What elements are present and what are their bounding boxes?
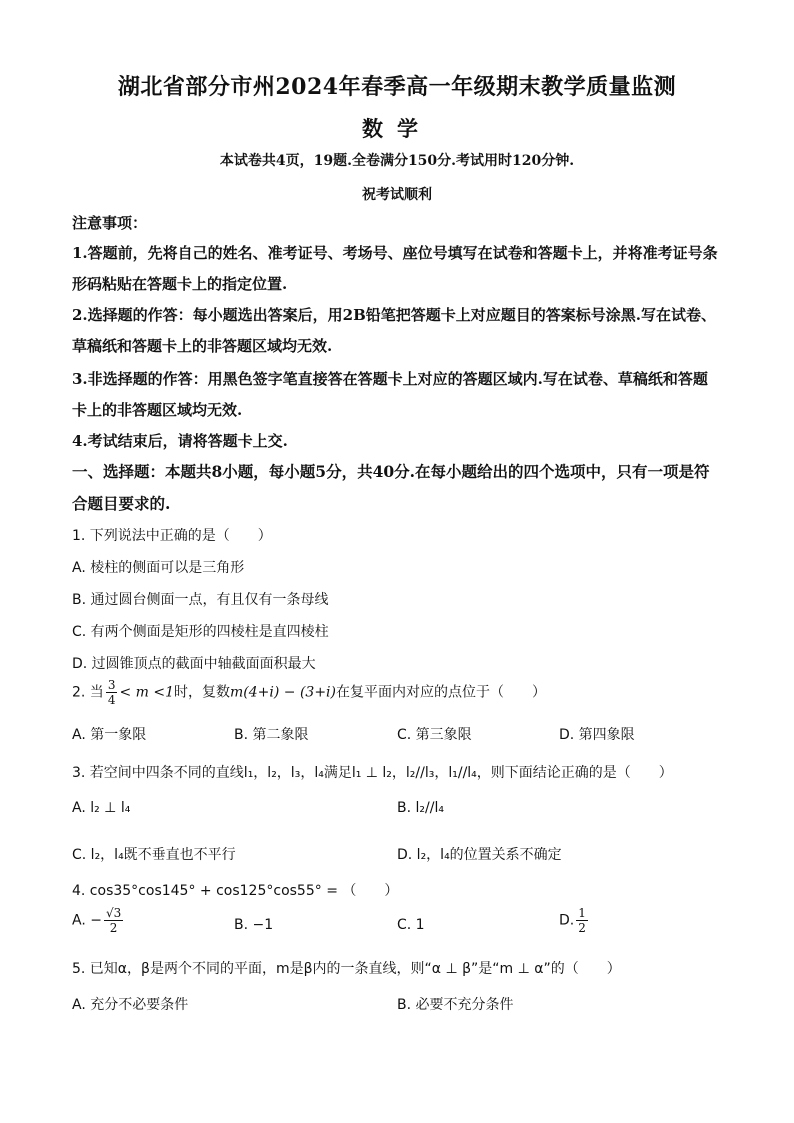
- question-3-option-b: B. l₂//l₄: [397, 800, 444, 816]
- question-1-stem: 1. 下列说法中正确的是（ ）: [72, 528, 272, 544]
- note-item: 1.答题前，先将自己的姓名、准考证号、考场号、座位号填写在试卷和答题卡上，并将准考证号条形码粘贴在答题卡上的指定位置.: [72, 244, 718, 293]
- question-3-stem: 3. 若空间中四条不同的直线l₁，l₂，l₃，l₄满足l₁ ⊥ l₂，l₂//l₃，l₁//l₄，则下面结论正确的是（ ）: [72, 765, 673, 781]
- exam-info: 本试卷共4页，19题.全卷满分150分.考试用时120分钟.: [219, 153, 575, 169]
- note-item: 2.选择题的作答：每小题选出答案后，用2B铅笔把答题卡上对应题目的答案标号涂黑.写在试卷、草稿纸和答题卡上的非答题区域均无效.: [72, 306, 717, 355]
- question-3-option-c: C. l₂，l₄既不垂直也不平行: [72, 847, 236, 863]
- question-1-option-d: D. 过圆锥顶点的截面中轴截面面积最大: [72, 656, 316, 672]
- exam-title: 湖北省部分市州2024年春季高一年级期末教学质量监测: [117, 74, 677, 100]
- note-item: 3.非选择题的作答：用黑色签字笔直接答在答题卡上对应的答题区域内.写在试卷、草稿纸和答题卡上的非答题区域均无效.: [72, 370, 708, 419]
- question-2-option-b: B. 第二象限: [234, 727, 309, 743]
- question-4-option-c: C. 1: [397, 917, 425, 933]
- question-5-stem: 5. 已知α，β是两个不同的平面，m是β内的一条直线，则“α ⊥ β”是“m ⊥ α”的（ ）: [72, 961, 621, 977]
- question-1-option-a: A. 棱柱的侧面可以是三角形: [72, 560, 245, 576]
- question-1-option-b: B. 通过圆台侧面一点，有且仅有一条母线: [72, 592, 329, 608]
- question-2-expression: m(4+i) − (3+i): [230, 684, 336, 701]
- question-2-option-a: A. 第一象限: [72, 727, 147, 743]
- exam-subject: 数学: [362, 116, 432, 141]
- question-1-option-c: C. 有两个侧面是矩形的四棱柱是直四棱柱: [72, 624, 329, 640]
- question-3-option-d: D. l₂，l₄的位置关系不确定: [397, 847, 562, 863]
- question-2-option-c: C. 第三象限: [397, 727, 472, 743]
- question-4-option-d: D. $\frac{1}{2}$: [559, 906, 586, 935]
- question-3-option-a: A. l₂ ⊥ l₄: [72, 800, 131, 816]
- question-4-option-b: B. −1: [234, 917, 274, 933]
- question-2-suffix: 在复平面内对应的点位于（ ）: [335, 684, 546, 701]
- question-2-stem: [72, 678, 546, 707]
- exam-wish: 祝考试顺利: [362, 187, 432, 203]
- fraction: $\frac{√3}{2}$: [105, 906, 122, 935]
- note-item: 4.考试结束后，请将答题卡上交.: [72, 432, 288, 450]
- question-2-condition: < m <1: [119, 684, 174, 701]
- question-4-stem: 4. cos35°cos145° + cos125°cos55° = （ ）: [72, 883, 399, 899]
- question-2-prefix: 2. 当: [72, 684, 104, 701]
- question-4-option-a: A. − $\frac{√3}{2}$: [72, 906, 122, 935]
- fraction: $\frac{1}{2}$: [578, 906, 586, 935]
- question-2-mid: 时，复数: [174, 684, 230, 701]
- section-choice-heading: 一、选择题：本题共8小题，每小题5分，共40分.在每小题给出的四个选项中，只有一项是符合题目要求的.: [72, 462, 710, 513]
- question-5-option-b: B. 必要不充分条件: [397, 997, 514, 1013]
- question-5-option-a: A. 充分不必要条件: [72, 997, 189, 1013]
- fraction: $\frac{3}{4}$: [107, 678, 116, 707]
- question-2-option-d: D. 第四象限: [559, 727, 635, 743]
- notes-heading: 注意事项：: [72, 214, 148, 232]
